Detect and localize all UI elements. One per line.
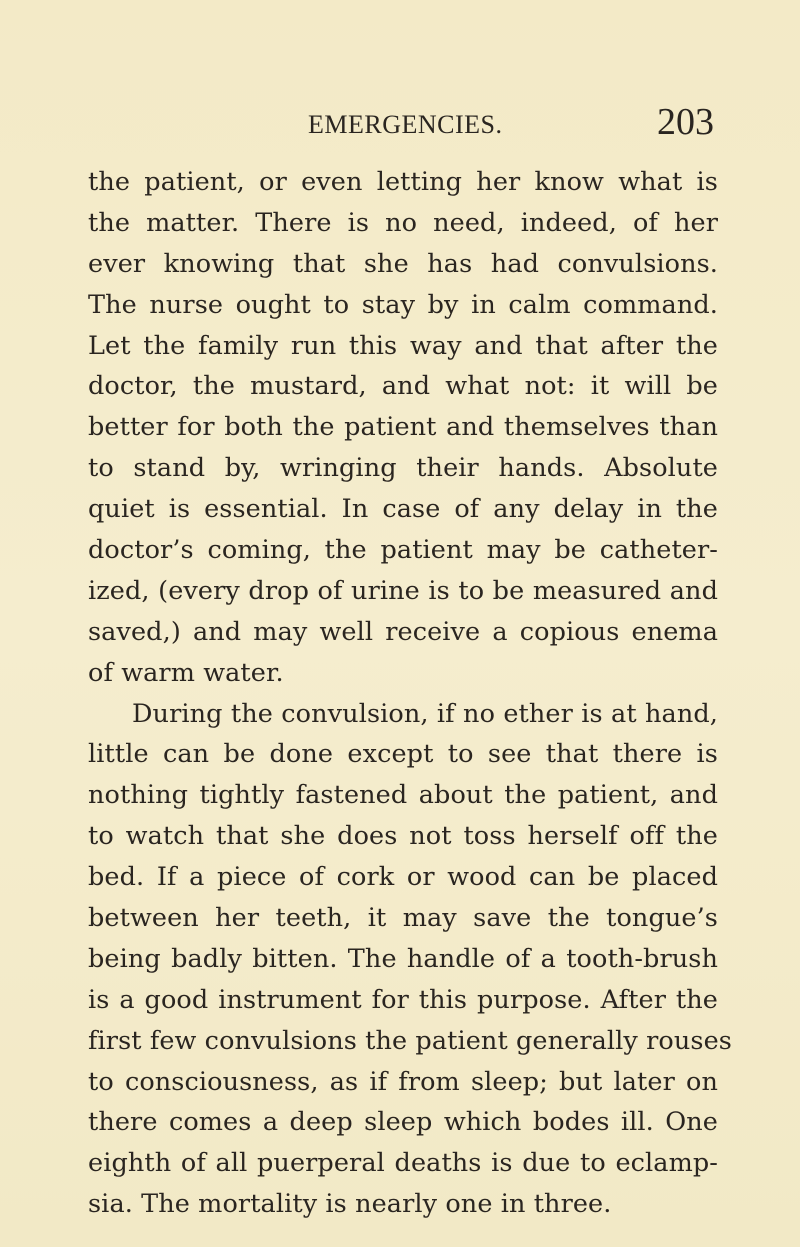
text-line: sia. The mortality is nearly one in three. (88, 1189, 612, 1220)
text-line: being badly bitten. The handle of a tooth-brush (88, 943, 718, 974)
text-line: bed. If a piece of cork or wood can be placed (88, 862, 718, 893)
text-line: ized, (every drop of urine is to be measured and (88, 575, 718, 606)
text-line: the patient, or even letting her know what is (88, 167, 718, 197)
text-line: nothing tightly fastened about the patient, and (88, 780, 718, 811)
text-line: to consciousness, as if from sleep; but later on (88, 1066, 718, 1097)
running-head (88, 101, 714, 150)
text-line: of warm water. (88, 657, 284, 688)
text-line: there comes a deep sleep which bodes ill. One (88, 1107, 718, 1138)
text-line: first few convulsions the patient generally rouses (88, 1025, 732, 1056)
text-line: ever knowing that she has had convulsions. (88, 248, 718, 279)
text-line: Let the family run this way and that after the (88, 330, 718, 361)
text-line: to watch that she does not toss herself off the (88, 821, 718, 852)
text-line: eighth of all puerperal deaths is due to eclamp- (88, 1148, 718, 1179)
text-line: is a good instrument for this purpose. After the (88, 984, 718, 1015)
text-line: doctor, the mustard, and what not: it will be (88, 371, 718, 402)
text-line: During the convulsion, if no ether is at hand, (132, 698, 718, 729)
text-line: the matter. There is no need, indeed, of her (88, 207, 718, 238)
text-line: doctor’s coming, the patient may be catheter- (88, 535, 718, 566)
page-number: 203 (657, 101, 714, 143)
text-line: better for both the patient and themselves than (88, 412, 718, 443)
text-line: little can be done except to see that there is (88, 739, 718, 770)
text-line: The nurse ought to stay by in calm command. (88, 289, 718, 320)
text-line: between her teeth, it may save the tongue’s (88, 903, 718, 934)
text-line: saved,) and may well receive a copious enema (88, 616, 718, 647)
body-text (88, 162, 732, 1225)
text-line: to stand by, wringing their hands. Absolute (88, 453, 718, 484)
text-line: quiet is essential. In case of any delay in the (88, 494, 718, 525)
running-title: EMERGENCIES. (308, 110, 503, 139)
